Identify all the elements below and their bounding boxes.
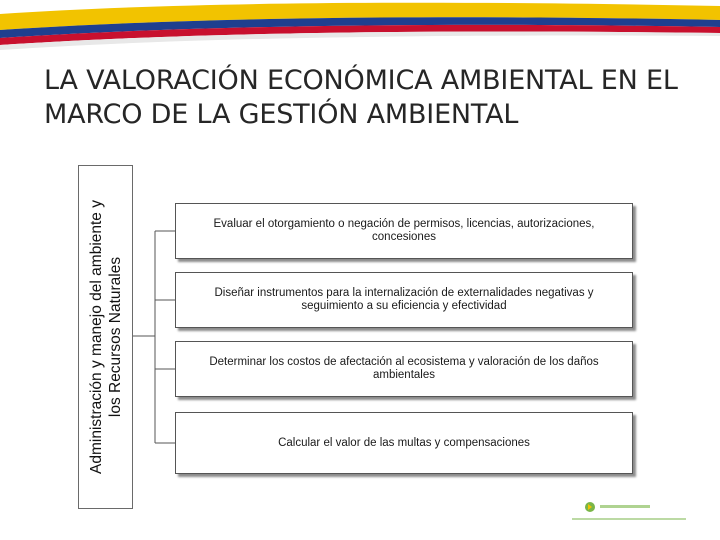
box-determinar: Determinar los costos de afectación al ecosistema y valoración de los daños ambientales	[175, 341, 633, 397]
box-calcular: Calcular el valor de las multas y compensaciones	[175, 412, 633, 474]
box-disenar: Diseñar instrumentos para la internalización de externalidades negativas y seguimiento a su eficiencia y efectividad	[175, 272, 633, 328]
title-line-2: MARCO DE LA GESTIÓN AMBIENTAL	[44, 99, 519, 130]
vertical-label-line-1: Administración y manejo del ambiente y	[87, 200, 105, 474]
ministry-logo-icon	[572, 494, 686, 520]
box-evaluar: Evaluar el otorgamiento o negación de permisos, licencias, autorizaciones, concesiones	[175, 203, 633, 259]
vertical-label-line-2: los Recursos Naturales	[106, 256, 124, 418]
vertical-label	[78, 165, 133, 509]
title-line-1: LA VALORACIÓN ECONÓMICA AMBIENTAL EN EL	[44, 65, 678, 96]
